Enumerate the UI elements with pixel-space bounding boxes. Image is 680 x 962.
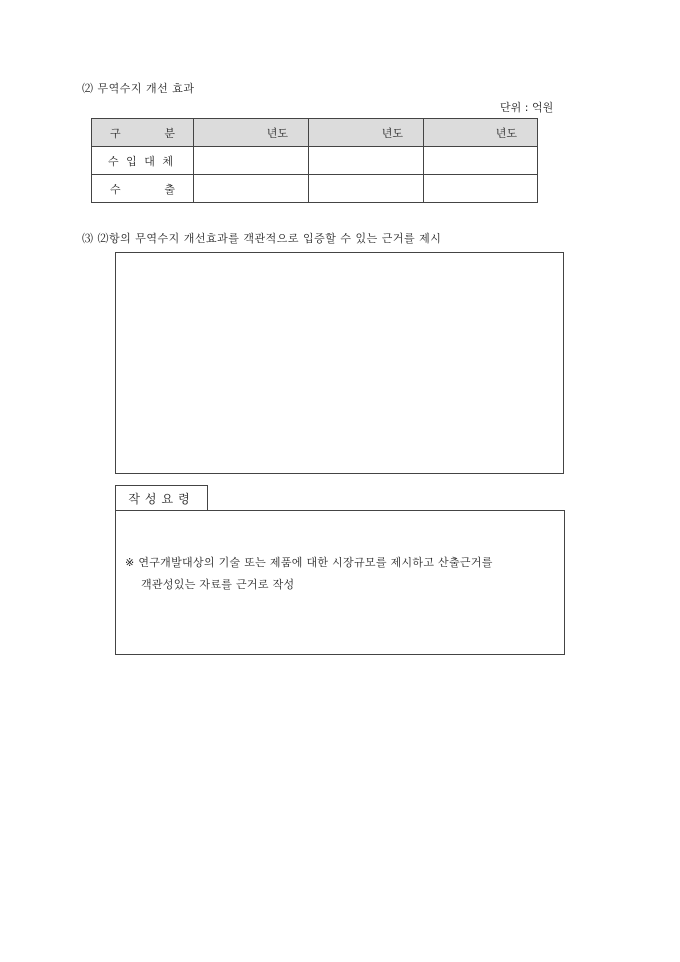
- section3-title: ⑶ ⑵항의 무역수지 개선효과를 객관적으로 입증할 수 있는 근거를 제시: [82, 232, 442, 245]
- table-header-row: [92, 119, 538, 147]
- row-label-export-right: 출: [164, 182, 175, 196]
- header-category-right: 분: [164, 126, 175, 140]
- guide-box: [115, 510, 565, 655]
- guide-tab: [115, 485, 208, 511]
- section2-title: ⑵ 무역수지 개선 효과: [82, 82, 195, 95]
- unit-label: 단위 : 억원: [500, 101, 554, 114]
- table-cell[interactable]: [424, 147, 538, 175]
- row-label-import-substitution: 수 입 대 체: [92, 147, 194, 175]
- table-cell[interactable]: [194, 147, 309, 175]
- guide-tab-label: 작성요령: [128, 492, 195, 506]
- header-category-left: 구: [110, 126, 121, 140]
- table-cell[interactable]: [194, 175, 309, 203]
- header-year-3: 년도: [424, 119, 538, 147]
- header-category: [92, 119, 194, 147]
- header-year-2: 년도: [309, 119, 424, 147]
- table-cell[interactable]: [424, 175, 538, 203]
- row-label-export: [92, 175, 194, 203]
- header-year-1: 년도: [194, 119, 309, 147]
- guide-text-line-2: 객관성있는 자료를 근거로 작성: [141, 578, 295, 591]
- table-cell[interactable]: [309, 175, 424, 203]
- table-row: [92, 147, 538, 175]
- trade-balance-table: [91, 118, 538, 203]
- evidence-input-box[interactable]: [115, 252, 564, 474]
- table-row: [92, 175, 538, 203]
- guide-text-line-1: ※ 연구개발대상의 기술 또는 제품에 대한 시장규모를 제시하고 산출근거를: [125, 556, 493, 569]
- table-cell[interactable]: [309, 147, 424, 175]
- row-label-export-left: 수: [110, 182, 121, 196]
